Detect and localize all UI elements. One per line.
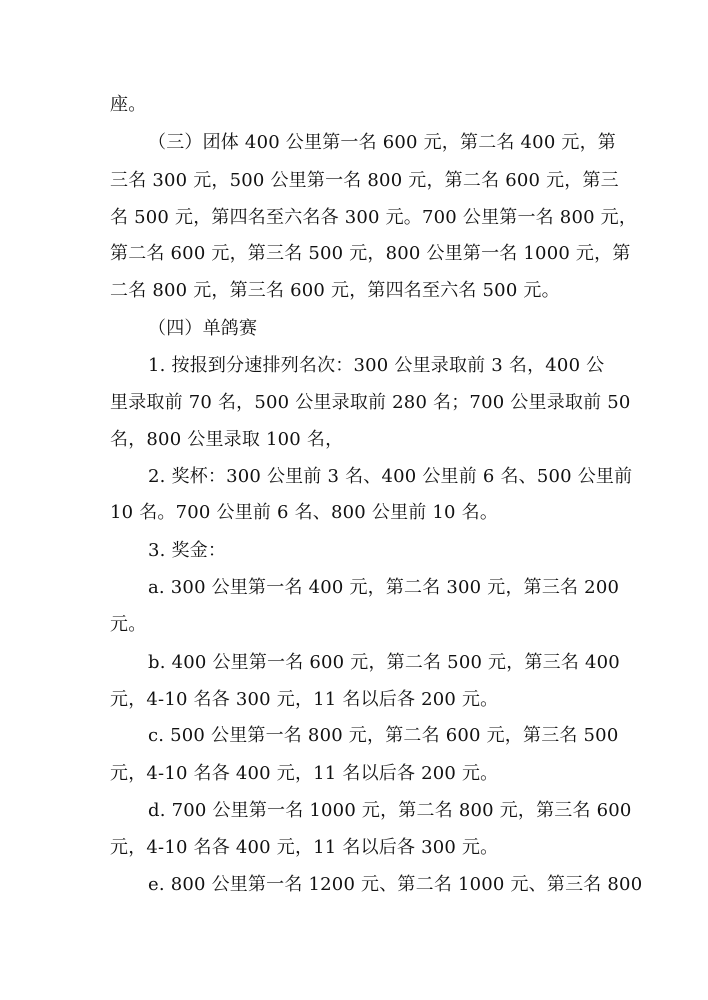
text-line: 三名 300 元，500 公里第一名 800 元，第二名 600 元，第三 <box>110 170 619 191</box>
text-line: 1. 按报到分速排列名次：300 公里录取前 3 名，400 公 <box>148 355 605 376</box>
section-heading: （四）单鸽赛 <box>148 318 258 339</box>
text-line: 二名 800 元，第三名 600 元，第四名至六名 500 元。 <box>110 280 560 301</box>
text-line: 元。 <box>110 614 147 635</box>
text-line: 座。 <box>110 94 147 115</box>
text-line: d. 700 公里第一名 1000 元，第二名 800 元，第三名 600 <box>148 800 632 821</box>
text-line: 元，4-10 名各 400 元，11 名以后各 200 元。 <box>110 763 499 784</box>
text-line: 3. 奖金： <box>148 540 227 561</box>
text-line: 名，800 公里录取 100 名， <box>110 429 344 450</box>
text-line: b. 400 公里第一名 600 元，第二名 500 元，第三名 400 <box>148 652 620 673</box>
text-line: e. 800 公里第一名 1200 元、第二名 1000 元、第三名 800 <box>148 874 643 895</box>
text-line: c. 500 公里第一名 800 元，第二名 600 元，第三名 500 <box>148 725 619 746</box>
text-line: a. 300 公里第一名 400 元，第二名 300 元，第三名 200 <box>148 577 620 598</box>
text-line: （三）团体 400 公里第一名 600 元，第二名 400 元，第 <box>148 132 616 153</box>
text-line: 元，4-10 名各 300 元，11 名以后各 200 元。 <box>110 689 499 710</box>
text-line: 10 名。700 公里前 6 名、800 公里前 10 名。 <box>110 502 499 523</box>
text-line: 元，4-10 名各 400 元，11 名以后各 300 元。 <box>110 837 499 858</box>
text-line: 第二名 600 元，第三名 500 元，800 公里第一名 1000 元，第 <box>110 243 631 264</box>
text-line: 名 500 元，第四名至六名各 300 元。700 公里第一名 800 元， <box>110 207 638 228</box>
text-line: 里录取前 70 名，500 公里录取前 280 名；700 公里录取前 50 <box>110 392 631 413</box>
text-line: 2. 奖杯：300 公里前 3 名、400 公里前 6 名、500 公里前 <box>148 466 633 487</box>
